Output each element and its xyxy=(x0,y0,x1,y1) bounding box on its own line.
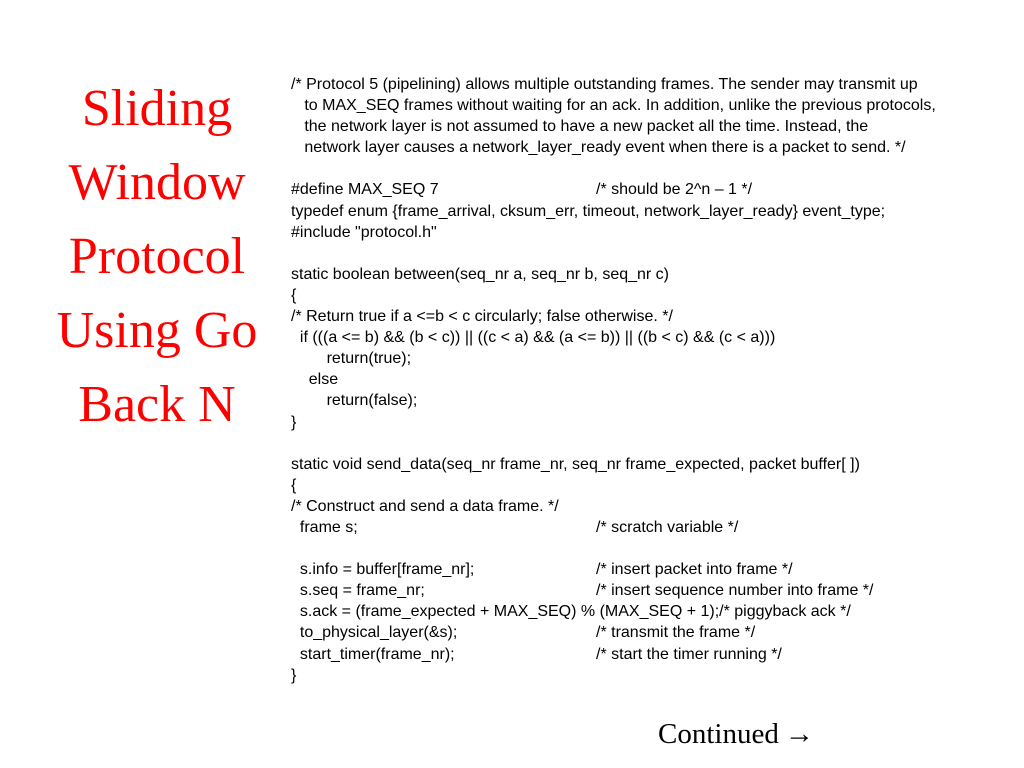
code-text: } xyxy=(291,413,297,431)
code-text: /* Construct and send a data frame. */ xyxy=(291,497,559,515)
code-line xyxy=(291,433,1021,454)
code-text: return(false); xyxy=(291,392,418,410)
code-line xyxy=(291,517,1021,538)
code-line xyxy=(291,412,1021,433)
code-line xyxy=(291,285,1021,306)
code-text: to MAX_SEQ frames without waiting for an ack. In addition, unlike the previous protocols, xyxy=(291,97,936,115)
code-line xyxy=(291,665,1021,686)
title-line-5: Back N xyxy=(78,376,236,433)
code-line xyxy=(291,580,1021,601)
code-line xyxy=(291,348,1021,369)
code-line xyxy=(291,74,1021,95)
code-line xyxy=(291,137,1021,158)
code-text: /* Return true if a <=b < c circularly; false otherwise. */ xyxy=(291,308,673,326)
code-text: #define MAX_SEQ 7 xyxy=(291,181,439,199)
code-text: return(true); xyxy=(291,350,412,368)
title-line-2: Window xyxy=(68,154,246,211)
code-line xyxy=(291,369,1021,390)
code-line xyxy=(291,327,1021,348)
code-line xyxy=(291,538,1021,559)
code-comment: /* should be 2^n – 1 */ xyxy=(596,181,753,199)
title-line-1: Sliding xyxy=(81,80,233,137)
code-line xyxy=(291,264,1021,285)
code-text: { xyxy=(291,286,297,304)
code-text: start_timer(frame_nr); xyxy=(291,645,455,663)
code-line xyxy=(291,496,1021,517)
code-comment: /* transmit the frame */ xyxy=(596,624,756,642)
code-listing xyxy=(291,74,1021,686)
code-text: the network layer is not assumed to have a new packet all the time. Instead, the xyxy=(291,118,869,136)
code-text: static void send_data(seq_nr frame_nr, seq_nr frame_expected, packet buffer[ ]) xyxy=(291,455,860,473)
code-text: #include "protocol.h" xyxy=(291,223,437,241)
title-line-3: Protocol xyxy=(68,228,246,285)
code-text: s.info = buffer[frame_nr]; xyxy=(291,561,475,579)
code-text: typedef enum {frame_arrival, cksum_err, timeout, network_layer_ready} event_type; xyxy=(291,202,886,220)
code-line xyxy=(291,179,1021,200)
continued-label: Continued xyxy=(658,718,779,750)
code-text: frame s; xyxy=(291,518,358,536)
code-line xyxy=(291,116,1021,137)
code-line xyxy=(291,222,1021,243)
code-text: /* Protocol 5 (pipelining) allows multiple outstanding frames. The sender may transmit up xyxy=(291,76,918,93)
code-text: } xyxy=(291,666,297,684)
slide-title xyxy=(22,72,292,442)
code-comment: /* insert packet into frame */ xyxy=(596,561,793,579)
code-line xyxy=(291,158,1021,179)
code-text: else xyxy=(291,371,339,389)
code-text: to_physical_layer(&s); xyxy=(291,624,458,642)
code-line xyxy=(291,622,1021,643)
code-comment: /* scratch variable */ xyxy=(596,518,739,536)
code-text: if (((a <= b) && (b < c)) || ((c < a) && (a <= b)) || ((b < c) && (c < a))) xyxy=(291,329,776,347)
code-text: s.ack = (frame_expected + MAX_SEQ) % (MAX_SEQ + 1);/* piggyback ack */ xyxy=(291,603,851,621)
code-line xyxy=(291,201,1021,222)
code-line xyxy=(291,601,1021,622)
code-comment: /* insert sequence number into frame */ xyxy=(596,582,874,600)
code-line xyxy=(291,644,1021,665)
code-line xyxy=(291,559,1021,580)
code-line xyxy=(291,95,1021,116)
title-line-4: Using Go xyxy=(56,302,258,359)
continued-footer xyxy=(658,718,814,751)
code-text: static boolean between(seq_nr a, seq_nr b, seq_nr c) xyxy=(291,265,670,283)
code-text: s.seq = frame_nr; xyxy=(291,582,425,600)
code-line xyxy=(291,475,1021,496)
code-comment: /* start the timer running */ xyxy=(596,645,782,663)
code-text: network layer causes a network_layer_ready event when there is a packet to send. */ xyxy=(291,139,906,157)
right-arrow-icon: → xyxy=(784,718,814,750)
code-line xyxy=(291,243,1021,264)
code-line xyxy=(291,306,1021,327)
code-line xyxy=(291,454,1021,475)
code-line xyxy=(291,390,1021,411)
code-text: { xyxy=(291,476,297,494)
